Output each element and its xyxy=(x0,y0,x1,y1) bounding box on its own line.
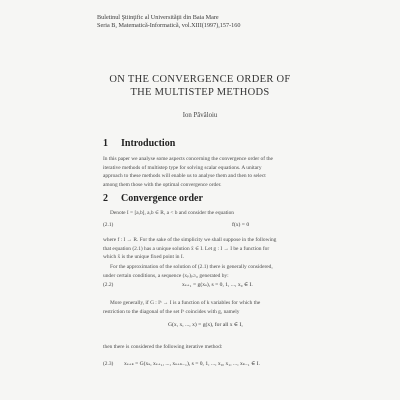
equation-2-2: xₛ₊₁ = g(xₛ), s = 0, 1, ..., x₀ ∈ I. xyxy=(182,282,253,288)
approx-line: under certain conditions, a sequence (xₚ)ₚ≥₀ generated by: xyxy=(103,272,229,279)
author-name: Ion Păvăloiu xyxy=(182,112,218,119)
diagonal-equation: G(x, x, ..., x) = g(x), for all x ∈ I, xyxy=(168,322,243,328)
section-2-heading xyxy=(103,193,203,204)
paper-title-line-2: THE MULTISTEP METHODS xyxy=(130,87,270,98)
section-1-title: Introduction xyxy=(121,138,176,149)
equation-2-3-label: (2.3) xyxy=(103,361,114,367)
where-line: which x̄ is the unique fixed point in I. xyxy=(103,254,184,261)
equation-2-1: f(x) = 0 xyxy=(232,222,250,228)
journal-header xyxy=(97,14,240,30)
section-1-number: 1 xyxy=(103,138,108,149)
section-2-title: Convergence order xyxy=(121,193,203,204)
more-line: restriction to the diagonal of the set Iᵏ coincides with g, namely xyxy=(103,308,240,315)
paper-title-line-1: ON THE CONVERGENCE ORDER OF xyxy=(109,74,291,85)
introduction-paragraph xyxy=(103,155,393,189)
equation-2-3: xₛ₊ₖ = G(xₛ, xₛ₊₁, ..., xₛ₊ₖ₋₁), s = 0, 1, ..., x₀, x₁, ..., xₖ₋₁ ∈ I. xyxy=(124,361,260,367)
where-line: that equation (2.1) has a unique solution x̄ ∈ I. Let g : I → I be a function for xyxy=(103,245,270,252)
journal-line-2: Seria B, Matematică-Informatică, vol.XIII(1997),157-160 xyxy=(97,22,241,29)
approximation-paragraph xyxy=(103,263,393,280)
intro-line: among them those with the optimal convergence order. xyxy=(103,181,222,188)
generalization-paragraph xyxy=(103,299,393,316)
then-line: then there is considered the following iterative method: xyxy=(103,344,223,350)
where-line: where f : I → R. For the sake of the simplicity we shall suppose in the following xyxy=(103,237,277,243)
equation-intro-line: Denote I = [a,b], a,b ∈ R, a < b and consider the equation xyxy=(110,210,234,216)
intro-line: In this paper we analyse some aspects concerning the convergence order of the xyxy=(103,156,273,162)
equation-2-1-label: (2.1) xyxy=(103,222,114,228)
section-1-heading xyxy=(103,138,175,149)
where-paragraph xyxy=(103,236,393,262)
intro-line: approach to these methods will enable us to analyse them and then to select xyxy=(103,173,266,180)
more-line: More generally, if G : Iᵏ → I is a function of k variables for which the xyxy=(110,300,261,306)
intro-line: iterative methods of multistep type for solving scalar equations. A unitary xyxy=(103,164,262,171)
equation-2-2-label: (2.2) xyxy=(103,282,114,288)
approx-line: For the approximation of the solution of (2.1) there is generally considered, xyxy=(110,264,273,270)
journal-line-1: Buletinul Ştiinţific al Universităţii din Baia Mare xyxy=(97,14,219,21)
section-2-number: 2 xyxy=(103,193,108,204)
